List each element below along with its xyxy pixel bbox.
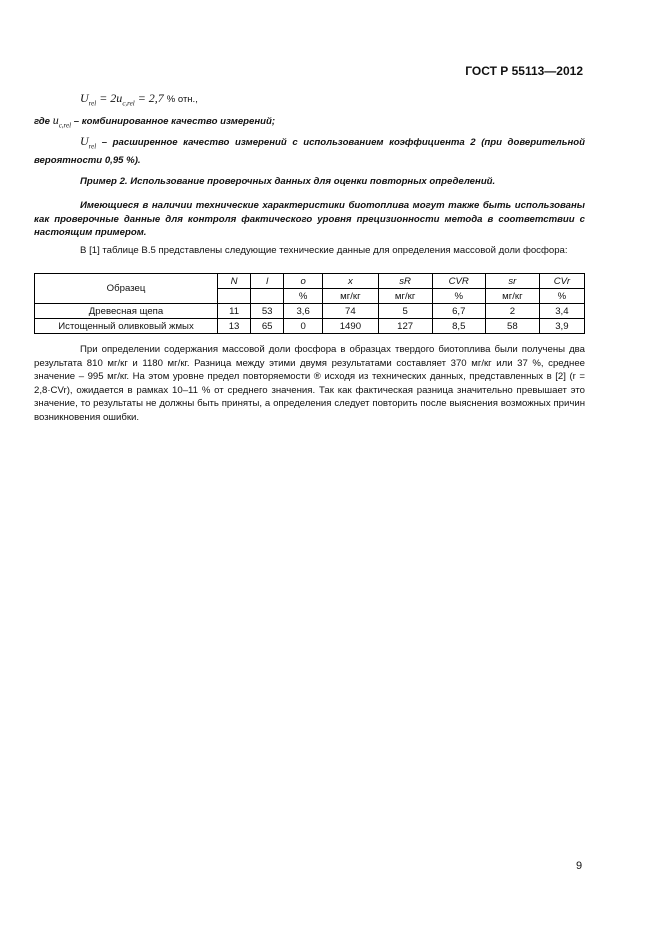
header-CVr: CVr	[539, 274, 584, 289]
unit-cell: мг/кг	[378, 289, 432, 304]
formula-eq: = 2u	[96, 91, 123, 105]
header-sample: Образец	[35, 274, 218, 304]
page-number: 9	[576, 860, 583, 872]
header-sr: sr	[485, 274, 539, 289]
where-prefix: где	[34, 116, 53, 127]
unit-cell	[218, 289, 251, 304]
formula-unit: % отн.,	[166, 94, 198, 105]
precision-table	[34, 273, 585, 334]
row-name: Древесная щепа	[35, 304, 218, 319]
example-title: Пример 2. Использование проверочных данных для оценки повторных определений.	[80, 176, 496, 187]
table-cell: 13	[218, 319, 251, 334]
table-cell: 3,6	[284, 304, 323, 319]
table-cell: 3,9	[539, 319, 584, 334]
conclusion-paragraph: При определении содержания массовой доли фосфора в образцах твердого биотоплива были получены два результата 810 мг/кг и 1180 мг/кг. Разница между этими двумя результатами составляет 370 мг/кг или 37 %, среднее значение – 995 мг/кг. На этом уровне предел повторяемости ® исходя из технических данных, представленных в [2] (r = 2,8·CVr), ожидается в рамках 10–11 % от среднего значения. Так как фактическая разница значительно превышает это значение, то результаты не должны быть приняты, а определения следует повторить после выяснения возможных причин возникновения ошибки.	[34, 344, 585, 423]
unit-cell	[251, 289, 284, 304]
formula-lhs: U	[80, 91, 89, 105]
unit-cell: %	[539, 289, 584, 304]
unit-cell: %	[284, 289, 323, 304]
formula-lhs-sub: rel	[88, 99, 97, 108]
standard-header: ГОСТ Р 55113—2012	[465, 64, 583, 78]
table-cell: 58	[485, 319, 539, 334]
table-row	[35, 304, 585, 319]
where-text-1: – комбинированное качество измерений;	[71, 116, 276, 127]
table-cell: 74	[323, 304, 379, 319]
table-row	[35, 319, 585, 334]
table-cell: 127	[378, 319, 432, 334]
where-sym-U: $U_{rel}$	[80, 134, 97, 151]
intro-paragraph: В [1] таблице В.5 представлены следующие технические данные для определения массовой доли фосфора:	[80, 245, 568, 256]
formula-value: = 2,7	[134, 91, 167, 105]
where-line-urel	[34, 135, 585, 167]
table-cell: 65	[251, 319, 284, 334]
unit-cell: %	[432, 289, 485, 304]
table-cell: 5	[378, 304, 432, 319]
table-cell: 1490	[323, 319, 379, 334]
row-name: Истощенный оливковый жмых	[35, 319, 218, 334]
formula-eq-sub: c,rel	[122, 99, 135, 108]
where-sym-u: $u_{c,rel}$	[52, 113, 72, 130]
header-sR: sR	[378, 274, 432, 289]
example-text: Имеющиеся в наличии технические характеристики биотоплива могут также быть использованы как проверочные данные для контроля фактического уровня прецизионности метода в соответствии с настоящим примером.	[34, 200, 585, 238]
header-x: x	[323, 274, 379, 289]
where-text-2: – расширенное качество измерений с использованием коэффициента 2 (при доверительной вероятности 0,95 %).	[34, 137, 585, 166]
formula-urel	[80, 91, 198, 107]
unit-cell: мг/кг	[323, 289, 379, 304]
header-l: l	[251, 274, 284, 289]
header-CVR: CVR	[432, 274, 485, 289]
table-cell: 0	[284, 319, 323, 334]
table-cell: 11	[218, 304, 251, 319]
table-header-row	[35, 274, 585, 289]
header-o: o	[284, 274, 323, 289]
table-cell: 3,4	[539, 304, 584, 319]
table-cell: 53	[251, 304, 284, 319]
header-N: N	[218, 274, 251, 289]
table-cell: 6,7	[432, 304, 485, 319]
where-line-ucrel	[34, 114, 585, 133]
table-cell: 8,5	[432, 319, 485, 334]
table-cell: 2	[485, 304, 539, 319]
unit-cell: мг/кг	[485, 289, 539, 304]
